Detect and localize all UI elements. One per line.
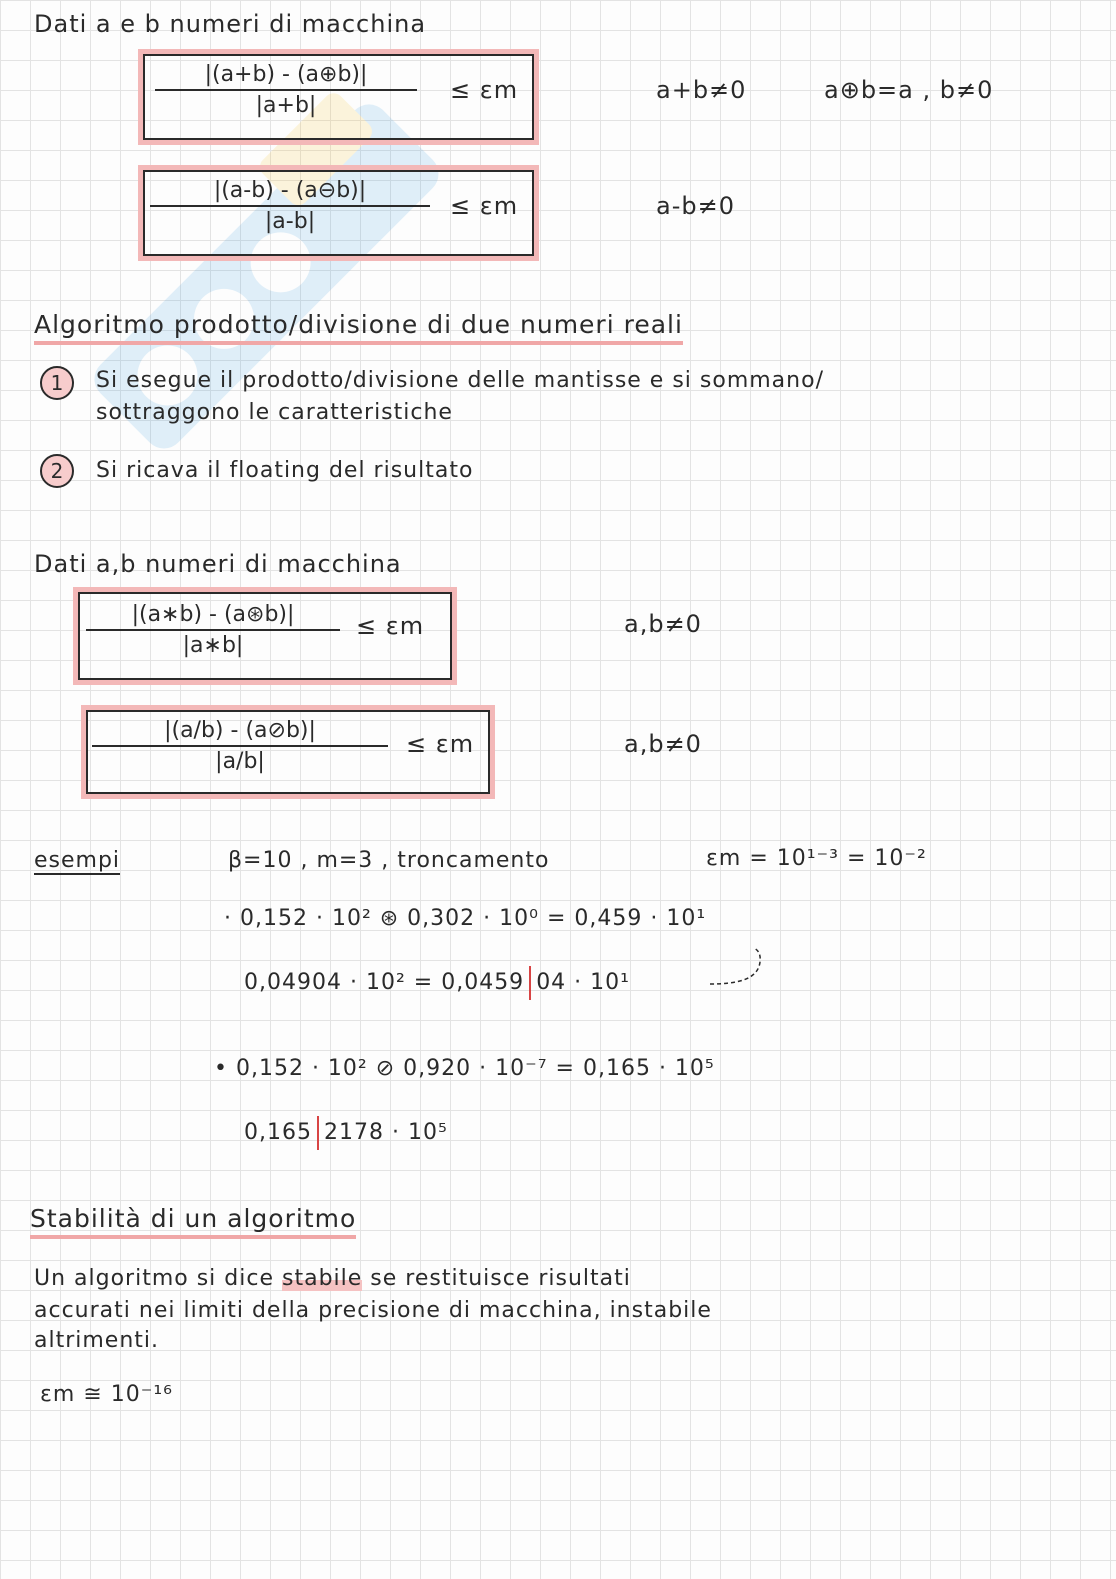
stability-line3: altrimenti. <box>34 1328 160 1353</box>
condition-prod-nonzero: a,b≠0 <box>624 610 702 638</box>
formula-sum-relation: ≤ εm <box>450 76 519 104</box>
formula-prod-numerator: |(a∗b) - (a⊛b)| <box>86 602 340 631</box>
examples-epsilon: εm = 10¹⁻³ = 10⁻² <box>706 846 927 871</box>
condition-diff-nonzero: a-b≠0 <box>656 192 735 220</box>
formula-div-relation: ≤ εm <box>406 730 475 758</box>
example2-line1: • 0,152 · 10² ⊘ 0,920 · 10⁻⁷ = 0,165 · 10⁵ <box>214 1056 715 1081</box>
step-1-number: 1 <box>40 366 74 400</box>
example1-line2-prefix: 0,04904 · 10² = <box>244 970 442 995</box>
example1-line1: · 0,152 · 10² ⊛ 0,302 · 10⁰ = 0,459 · 10¹ <box>224 906 707 931</box>
example2-truncation-mark <box>317 1116 319 1150</box>
formula-diff-relation: ≤ εm <box>450 192 519 220</box>
example2-line2 <box>244 1116 448 1150</box>
stability-line1 <box>34 1266 631 1291</box>
example2-line2-dropped: 2178 · 10⁵ <box>323 1120 448 1145</box>
section3-heading: Dati a,b numeri di macchina <box>34 550 402 578</box>
formula-prod-fraction <box>86 602 340 658</box>
example1-truncation-mark <box>529 966 531 1000</box>
example1-line2-dropped: 04 · 10¹ <box>536 970 630 995</box>
example1-line2 <box>244 966 630 1000</box>
step-2-number: 2 <box>40 454 74 488</box>
stability-line2: accurati nei limiti della precisione di macchina, instabile <box>34 1298 712 1323</box>
formula-div-denominator: |a/b| <box>215 749 265 774</box>
formula-sum-fraction <box>155 62 417 118</box>
examples-label: esempi <box>34 848 121 873</box>
examples-params: β=10 , m=3 , troncamento <box>228 848 550 873</box>
condition-sum-nonzero: a+b≠0 <box>656 76 747 104</box>
section2-title: Algoritmo prodotto/divisione di due numeri reali <box>34 310 683 345</box>
step-2-text: Si ricava il floating del risultato <box>96 458 474 483</box>
step-1-line2: sottraggono le caratteristiche <box>96 400 453 425</box>
formula-prod-denominator: |a∗b| <box>182 633 244 658</box>
example2-line2-kept: 0,165 <box>244 1120 312 1145</box>
example1-link-arrow-icon <box>706 944 770 990</box>
formula-prod-relation: ≤ εm <box>356 612 425 640</box>
step-1-line1: Si esegue il prodotto/divisione delle mantisse e si sommano/ <box>96 368 824 393</box>
stability-title: Stabilità di un algoritmo <box>30 1204 356 1239</box>
formula-diff-numerator: |(a-b) - (a⊖b)| <box>150 178 430 207</box>
example1-line2-kept: 0,0459 <box>441 970 525 995</box>
formula-div-fraction <box>92 718 388 774</box>
stability-keyword-stable: stabile <box>282 1266 363 1291</box>
formula-diff-fraction <box>150 178 430 234</box>
machine-epsilon-value: εm ≅ 10⁻¹⁶ <box>40 1382 173 1407</box>
formula-div-numerator: |(a/b) - (a⊘b)| <box>92 718 388 747</box>
stability-line1-pre: Un algoritmo si dice <box>34 1266 282 1291</box>
condition-sum-absorb: a⊕b=a , b≠0 <box>824 76 994 104</box>
condition-div-nonzero: a,b≠0 <box>624 730 702 758</box>
section1-heading: Dati a e b numeri di macchina <box>34 10 427 38</box>
formula-sum-numerator: |(a+b) - (a⊕b)| <box>155 62 417 91</box>
formula-sum-denominator: |a+b| <box>255 93 317 118</box>
stability-line1-post: se restituisce risultati <box>362 1266 631 1291</box>
formula-diff-denominator: |a-b| <box>264 209 316 234</box>
